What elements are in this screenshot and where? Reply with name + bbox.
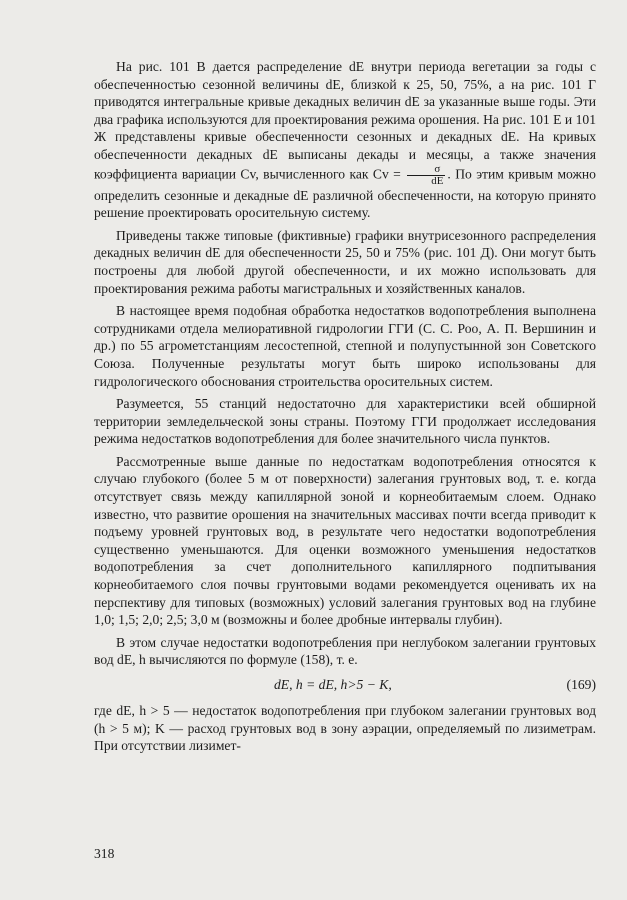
page-number: 318	[94, 846, 115, 861]
paragraph-1-part-b: . По этим кривым можно определить сезонные и декадные dE различной обеспеченности, на которую принято решение проектировать оросительную систему.	[94, 166, 596, 221]
paragraph-2: Приведены также типовые (фиктивные) графики внутрисезонного распределения декадных величин dE для обеспеченности 25, 50 и 75% (рис. 101 Д). Они могут быть построены для любой другой обеспеченности, и их можно использовать для проектирования режима работы магистральных и хозяйственных каналов.	[94, 227, 596, 296]
equation-number: (169)	[566, 677, 596, 692]
sigma-over-de-fraction	[407, 164, 445, 187]
paragraph-1-part-a: На рис. 101 В дается распределение dE внутри периода вегетации за годы с обеспеченностью сезонной величины dE, близкой к 25, 50, 75%, а на рис. 101 Г приводятся интегральные кривые декадных величин dE за указанные выше годы. Эти два графика используются для проектирования режима орошения. На рис. 101 Е и 101 Ж представлены кривые обеспеченности сезонных и декадных dE. На кривых обеспеченности декадных dE выписаны декады и месяцы, а также значения коэффициента вариации Cv, вычисленного как Cv =	[94, 59, 596, 182]
fraction-denominator: dE	[431, 174, 444, 187]
body-text	[94, 58, 596, 760]
paragraph-3: В настоящее время подобная обработка недостатков водопотребления выполнена сотрудниками отдела мелиоративной гидрологии ГГИ (С. С. Роо, А. П. Вершинин и др.) по 55 агрометстанциям лесостепной, степной и полупустынной зон Советского Союза. Полученные результаты могут быть широко использованы для гидрологического обоснования строительства оросительных систем.	[94, 303, 596, 389]
fraction-numerator: σ	[407, 164, 445, 176]
equation-expression: dE, h = dE, h>5 − K,	[274, 677, 392, 692]
paragraph-5: Рассмотренные выше данные по недостаткам водопотребления относятся к случаю глубокого (более 5 м от поверхности) залегания грунтовых вод, т. е. когда отсутствует связь между капиллярной зоной и корнеобитаемым слоем. Однако известно, что развитие орошения на значительных массивах почти всегда приводит к подъему уровней грунтовых вод, в результате чего недостатки водопотребления существенно уменьшаются. Для оценки возможного уменьшения недостатков водопотребления за счет дополнительного капиллярного подпитывания корнеобитаемого слоя почвы грунтовыми водами рекомендуется оценивать их на перспективу для типовых (возможных) условий залегания грунтовых вод на глубине 1,0; 1,5; 2,0; 2,5; 3,0 м (возможны и более дробные интервалы глубин).	[94, 453, 596, 628]
equation-169	[94, 674, 596, 696]
paragraph-4: Разумеется, 55 станций недостаточно для характеристики всей обширной территории земледельческой зоны страны. Поэтому ГГИ продолжает исследования режима недостатков водопотребления для более значительного числа пунктов.	[94, 396, 596, 447]
paragraph-1	[94, 58, 596, 222]
paragraph-6: В этом случае недостатки водопотребления при неглубоком залегании грунтовых вод dE, h вычисляются по формуле (158), т. е.	[94, 634, 596, 668]
paragraph-7: где dE, h > 5 — недостаток водопотребления при глубоком залегании грунтовых вод (h > 5 м); K — расход грунтовых вод в зону аэрации, определяемый по лизиметрам. При отсутствии лизимет-	[94, 703, 596, 754]
